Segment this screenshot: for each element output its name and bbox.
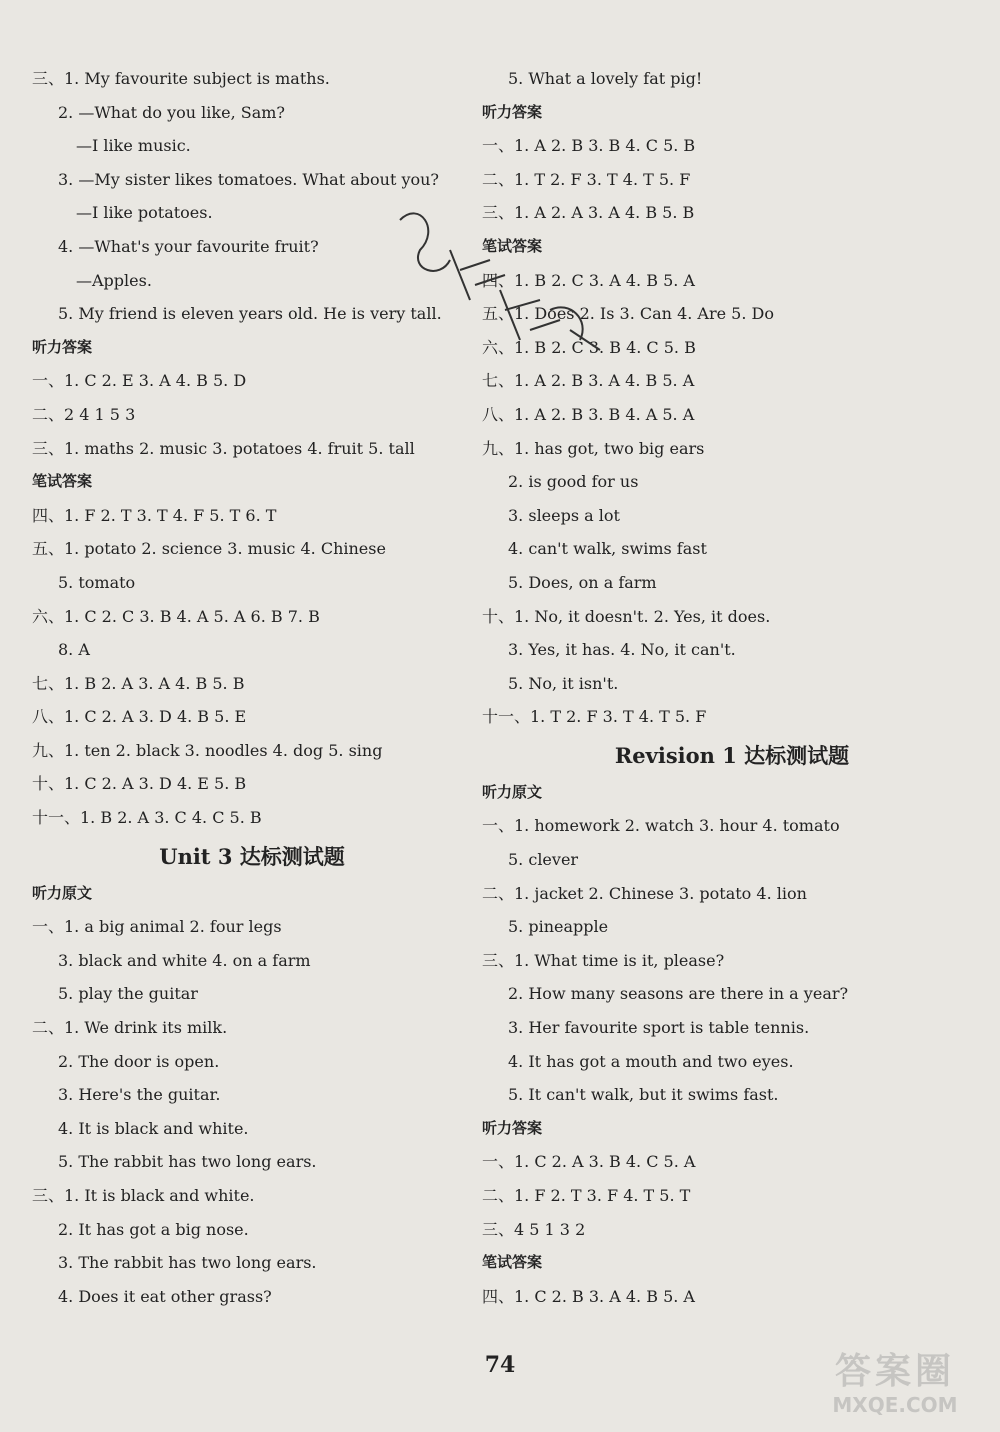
answer-line: 5. Does, on a farm [508,572,657,592]
answer-line: 三、1. A 2. A 3. A 4. B 5. B [482,203,695,223]
answer-line: 二、1. We drink its milk. [32,1018,228,1038]
answer-line: 4. —What's your favourite fruit? [58,236,319,256]
answer-line: 二、1. F 2. T 3. F 4. T 5. T [482,1186,691,1205]
section-heading: 听力答案 [482,1118,543,1137]
answer-line: —I like music. [76,136,191,156]
answer-line: 5. tomato [58,572,136,592]
answer-line: 七、1. A 2. B 3. A 4. B 5. A [482,371,695,391]
answer-line: 二、1. jacket 2. Chinese 3. potato 4. lion [482,883,807,903]
section-heading: 笔试答案 [32,472,93,491]
answer-line: 3. Her favourite sport is table tennis. [508,1018,810,1038]
answer-line: 一、1. A 2. B 3. B 4. C 5. B [482,136,696,156]
answer-line: 九、1. ten 2. black 3. noodles 4. dog 5. sing [32,740,383,760]
answer-line: 5. No, it isn't. [508,673,619,693]
answer-line: 5. pineapple [508,917,609,937]
answer-line: 三、1. What time is it, please? [482,950,725,970]
section-heading: 听力答案 [32,337,93,356]
answer-line: 3. black and white 4. on a farm [58,950,311,970]
answer-line: 十、1. No, it doesn't. 2. Yes, it does. [482,606,771,626]
answer-line: 六、1. C 2. C 3. B 4. A 5. A 6. B 7. B [32,606,320,626]
answer-line: 八、1. A 2. B 3. B 4. A 5. A [482,404,695,424]
answer-line: 十一、1. B 2. A 3. C 4. C 5. B [32,808,262,828]
answer-line: 十一、1. T 2. F 3. T 4. T 5. F [482,707,707,727]
page-number: 74 [484,1352,516,1378]
answer-line: 一、1. C 2. E 3. A 4. B 5. D [32,371,247,391]
answer-line: 十、1. C 2. A 3. D 4. E 5. B [32,774,247,794]
answer-line: 三、4 5 1 3 2 [482,1219,586,1239]
answer-line: 2. is good for us [508,472,639,492]
test-title: Unit 3 达标测试题 [159,843,345,869]
answer-line: 三、1. My favourite subject is maths. [32,69,330,88]
section-heading: 听力答案 [482,102,543,121]
answer-line: 5. clever [508,850,579,870]
section-heading: 听力原文 [32,883,93,902]
answer-line: 8. A [58,640,90,660]
answer-line: 3. —My sister likes tomatoes. What about you? [58,169,440,189]
answer-line: 5. My friend is eleven years old. He is very tall. [58,304,442,324]
answer-line: 五、1. potato 2. science 3. music 4. Chinese [32,539,386,559]
answer-line: 三、1. It is black and white. [32,1186,255,1205]
answer-line: 4. can't walk, swims fast [508,539,707,559]
answer-line: 4. It is black and white. [58,1118,249,1138]
answer-line: —Apples. [76,270,152,290]
answer-line: 五、1. Does 2. Is 3. Can 4. Are 5. Do [482,304,774,324]
answer-line: 2. How many seasons are there in a year? [508,984,849,1004]
answer-line: 3. The rabbit has two long ears. [58,1253,317,1273]
answer-line: —I like potatoes. [76,203,213,223]
answer-line: 3. sleeps a lot [508,505,620,525]
answer-line: 5. What a lovely fat pig! [508,69,703,88]
answer-line: 4. Does it eat other grass? [58,1286,272,1306]
answer-line: 一、1. C 2. A 3. B 4. C 5. A [482,1152,696,1172]
watermark-logo: 答案圈 [834,1351,955,1392]
answer-line: 三、1. maths 2. music 3. potatoes 4. fruit 5. tall [32,438,415,458]
answer-line: 5. play the guitar [58,984,198,1004]
answer-line: 四、1. C 2. B 3. A 4. B 5. A [482,1286,695,1306]
answer-line: 四、1. B 2. C 3. A 4. B 5. A [482,270,695,290]
answer-line: 3. Yes, it has. 4. No, it can't. [508,640,736,660]
section-heading: 听力原文 [482,782,543,801]
answer-line: 3. Here's the guitar. [58,1085,221,1105]
answer-line: 2. —What do you like, Sam? [58,102,285,122]
answer-line: 二、1. T 2. F 3. T 4. T 5. F [482,169,691,189]
site-watermark [810,1352,980,1424]
answer-line: 2. The door is open. [58,1051,220,1071]
answer-line: 二、2 4 1 5 3 [32,404,136,424]
handwritten-scribble [380,190,640,390]
section-heading: 笔试答案 [482,236,543,255]
answer-line: 九、1. has got, two big ears [482,438,705,458]
answer-line: 5. The rabbit has two long ears. [58,1152,317,1172]
answer-line: 八、1. C 2. A 3. D 4. B 5. E [32,707,247,727]
test-title: Revision 1 达标测试题 [614,742,850,768]
answer-line: 2. It has got a big nose. [58,1219,249,1239]
answer-line: 六、1. B 2. C 3. B 4. C 5. B [482,337,696,357]
answer-line: 四、1. F 2. T 3. T 4. F 5. T 6. T [32,505,277,525]
answer-line: 一、1. a big animal 2. four legs [32,917,282,937]
answer-line: 5. It can't walk, but it swims fast. [508,1085,779,1105]
answer-line: 4. It has got a mouth and two eyes. [508,1051,794,1071]
answer-line: 七、1. B 2. A 3. A 4. B 5. B [32,673,245,693]
watermark-url: MXQE.COM [832,1393,958,1417]
section-heading: 笔试答案 [482,1253,543,1272]
answer-line: 一、1. homework 2. watch 3. hour 4. tomato [482,816,840,836]
